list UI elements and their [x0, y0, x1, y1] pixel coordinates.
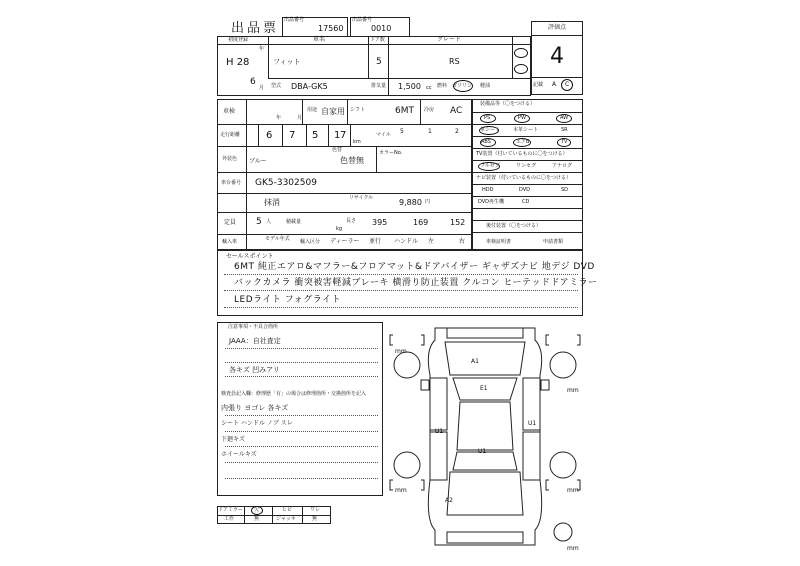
- recycle-amount: 9,880: [399, 198, 422, 207]
- hood: [445, 342, 525, 375]
- dist-digit-1: 6: [266, 130, 273, 141]
- navi-hdd: HDD: [482, 187, 494, 193]
- note-line-2: 各キズ 凹みアリ: [229, 366, 280, 374]
- header-label-2: 出品番号: [352, 17, 373, 23]
- trunk: [447, 472, 523, 515]
- equip-ps: PS: [484, 115, 491, 121]
- grade-value: RS: [449, 57, 460, 66]
- inspect-label: 検査員記入欄：修理歴「有」の場合は修理箇所・交換箇所を記入: [221, 391, 367, 397]
- era-year: H 28: [226, 57, 250, 68]
- door-count: 5: [376, 57, 382, 67]
- equip-sr: SR: [561, 127, 568, 133]
- sales-line-1: 6MT 純正エアロ&マフラー&フロアマット&ドアバイザー ギャザズナビ 地デジ DVD: [234, 262, 595, 272]
- ac-label: 冷房: [424, 107, 435, 113]
- shaken-year-unit: 年: [276, 115, 282, 121]
- width-value: 169: [413, 218, 429, 227]
- dealer-label: ディーラー: [330, 238, 360, 245]
- sales-line-3: LEDライト フォグライト: [234, 295, 342, 305]
- mile-option-3: 2: [455, 128, 459, 135]
- dist-unit: km: [353, 139, 361, 145]
- handle-label: ハンドル: [394, 238, 419, 245]
- fuel-type: ガソリン: [452, 83, 473, 89]
- doors-label: ドア数: [370, 37, 385, 43]
- year-unit: 年: [259, 46, 265, 52]
- model-year-label: モデル年式: [265, 236, 290, 242]
- dvd-player: DVD再生機: [478, 199, 505, 205]
- seat-count: 5: [256, 217, 262, 227]
- sales-line-2: バックカメラ 衝突被害軽減ブレーキ 横滑り防止装置 クルコン ヒーテッドドアミラー: [234, 278, 598, 288]
- eval-a: A: [552, 81, 557, 88]
- ac-value: AC: [450, 106, 463, 116]
- note-line-1: JAAA：自社査定: [229, 337, 281, 345]
- distance-label: 走行距離: [220, 132, 241, 138]
- shaken-month-unit: 月: [297, 115, 303, 121]
- reg-title: 後付装置（〇をつける）: [486, 223, 542, 229]
- car-model: フィット: [273, 58, 301, 66]
- rear-bumper: [447, 532, 523, 543]
- diag-mark-5: U1: [478, 448, 487, 455]
- right-rear-door: [523, 432, 540, 480]
- mile-label: マイル: [376, 132, 391, 138]
- wheel-front-left: [394, 352, 420, 378]
- seat-label: 定員: [224, 219, 237, 226]
- equip-aw: AW: [560, 115, 569, 121]
- color-label: 外装色: [222, 156, 238, 162]
- fuel-label: 燃料: [437, 83, 448, 89]
- load-unit: kg: [336, 226, 343, 232]
- footer-crack-label: ヒビ: [282, 507, 293, 513]
- eval-score: 4: [550, 44, 564, 69]
- handle-right: 右: [459, 238, 466, 245]
- equip-pw: PW: [518, 115, 526, 121]
- unit-mm-2: mm: [567, 387, 579, 394]
- month-unit: 月: [259, 85, 265, 91]
- diag-mark-4: U1: [528, 420, 537, 427]
- wheel-front-right: [550, 352, 576, 378]
- shaken-label: 車検: [223, 108, 236, 115]
- header-label-1: 出品番号: [284, 17, 305, 23]
- color-change: 色替無: [340, 156, 364, 165]
- front-bumper: [447, 328, 523, 338]
- equip-airbag: エアB: [516, 139, 530, 145]
- exterior-color: ブルー: [249, 158, 267, 165]
- roof: [457, 402, 513, 450]
- eval-c: C: [565, 81, 570, 88]
- mile-option-1: 5: [400, 128, 404, 135]
- equipment-title: 装備品等（〇をつける）: [480, 101, 536, 107]
- car-diagram: [385, 320, 585, 555]
- navi-sd: SD: [561, 187, 569, 193]
- dim-label: 長さ: [346, 218, 357, 224]
- dist-digit-2: 7: [289, 130, 296, 141]
- import-label: 輸入車: [222, 239, 238, 245]
- shift-value: 6MT: [395, 106, 414, 116]
- dist-digit-5: 7: [340, 130, 347, 141]
- diag-mark-3: U1: [435, 428, 444, 435]
- left-front-door: [430, 378, 447, 430]
- mirror-right: [541, 380, 549, 390]
- lot-number: 17560: [318, 24, 344, 33]
- handle-left: 左: [428, 238, 435, 245]
- diag-mark-1: A1: [471, 358, 479, 365]
- parallel-label: 並行: [369, 238, 382, 245]
- shift-label: シフト: [350, 107, 366, 113]
- note-line-6: ホイールキズ: [221, 451, 257, 458]
- load-label: 積載量: [286, 219, 302, 225]
- tv-fullseg: フルセグ: [480, 163, 500, 169]
- dist-digit-3: 5: [312, 130, 319, 141]
- year-label: 初度登録: [228, 37, 249, 43]
- note-line-3: 内張り ヨゴレ 各キズ: [221, 404, 289, 412]
- sub-number: 0010: [371, 24, 392, 33]
- left-rear-door: [430, 432, 447, 480]
- length-value: 395: [372, 218, 388, 227]
- chassis-model: DBA-GK5: [291, 82, 328, 91]
- eval-label: 評価点: [548, 24, 567, 31]
- chassis-number: GK5-3302509: [255, 178, 317, 188]
- unit-mm-1: mm: [395, 348, 407, 355]
- dist-digit-4: 1: [334, 130, 341, 141]
- document-title: 出品票: [231, 21, 280, 36]
- footer-break-label: ワレ: [310, 507, 321, 513]
- sales-label: セールスポイント: [226, 253, 274, 260]
- fuel-other: 軽油: [480, 83, 491, 89]
- height-value: 152: [450, 218, 466, 227]
- month-value: 6: [250, 77, 256, 87]
- seat-unit: 人: [266, 219, 272, 225]
- equip-real-leather: 本革シート: [513, 127, 539, 133]
- tv-title: TV装置（付いているものに〇をつける）: [476, 151, 568, 157]
- footer-mirror-label: ドアミラー: [218, 507, 243, 513]
- reg-doc-1: 車検証明書: [486, 239, 512, 245]
- recycle-status: 抹消: [264, 198, 280, 207]
- tv-analog: アナログ: [552, 163, 573, 169]
- chassis-prefix: 型式: [271, 83, 282, 89]
- color-change-label: 色替: [332, 147, 343, 153]
- use-label: 用途: [307, 107, 318, 113]
- engine-cc: 1,500: [398, 82, 421, 91]
- footer-tool-label: 工作: [224, 516, 235, 522]
- note-line-4: シート ハンドル ノブ スレ: [221, 420, 293, 427]
- import-type-label: 輸入区分: [300, 239, 321, 245]
- unit-mm-5: mm: [567, 545, 579, 552]
- diag-mark-2: E1: [480, 385, 488, 392]
- recycle-unit: 円: [425, 199, 431, 205]
- navi-title: ナビ装置（付いているものに〇をつける）: [476, 175, 572, 181]
- footer-jack-value: 無: [312, 516, 318, 522]
- wheel-rear-left: [394, 452, 420, 478]
- spec-grid: [217, 99, 472, 250]
- eval-sub-label: 記載: [533, 82, 544, 88]
- reg-doc-2: 申請書類: [543, 239, 564, 245]
- color-no-label: カラーNo.: [379, 150, 403, 156]
- spare-wheel: [554, 523, 572, 541]
- chassis-no-label: 車台番号: [221, 180, 242, 186]
- cc-label: 排気量: [371, 83, 387, 89]
- footer-tool-value: 無: [254, 516, 260, 522]
- use-value: 自家用: [321, 107, 345, 116]
- wheel-rear-right: [550, 452, 576, 478]
- diag-mark-6: A2: [445, 497, 453, 504]
- cc-unit: cc: [426, 85, 432, 91]
- footer-jack-label: ジャッキ: [276, 516, 296, 522]
- equip-abs: ABS: [481, 139, 491, 145]
- equip-leather: 革シート: [480, 127, 501, 133]
- footer-mirror-value: 欠: [254, 507, 260, 513]
- mile-option-2: 1: [428, 128, 432, 135]
- unit-mm-3: mm: [395, 487, 407, 494]
- tv-oneseg: ワンセグ: [516, 163, 537, 169]
- mirror-left: [421, 380, 429, 390]
- car-body-outline: [428, 328, 541, 545]
- grade-label: グレード: [437, 36, 462, 43]
- model-label: 車名: [313, 36, 326, 43]
- unit-mm-4: mm: [567, 487, 579, 494]
- note-line-5: 下廻キズ: [221, 436, 245, 443]
- notes-label: 注意事項・不具合箇所: [228, 324, 279, 330]
- cd-player: CD: [522, 199, 530, 205]
- navi-dvd: DVD: [519, 187, 531, 193]
- recycle-label: リサイクル: [349, 195, 374, 201]
- equip-tv: TV: [561, 139, 568, 145]
